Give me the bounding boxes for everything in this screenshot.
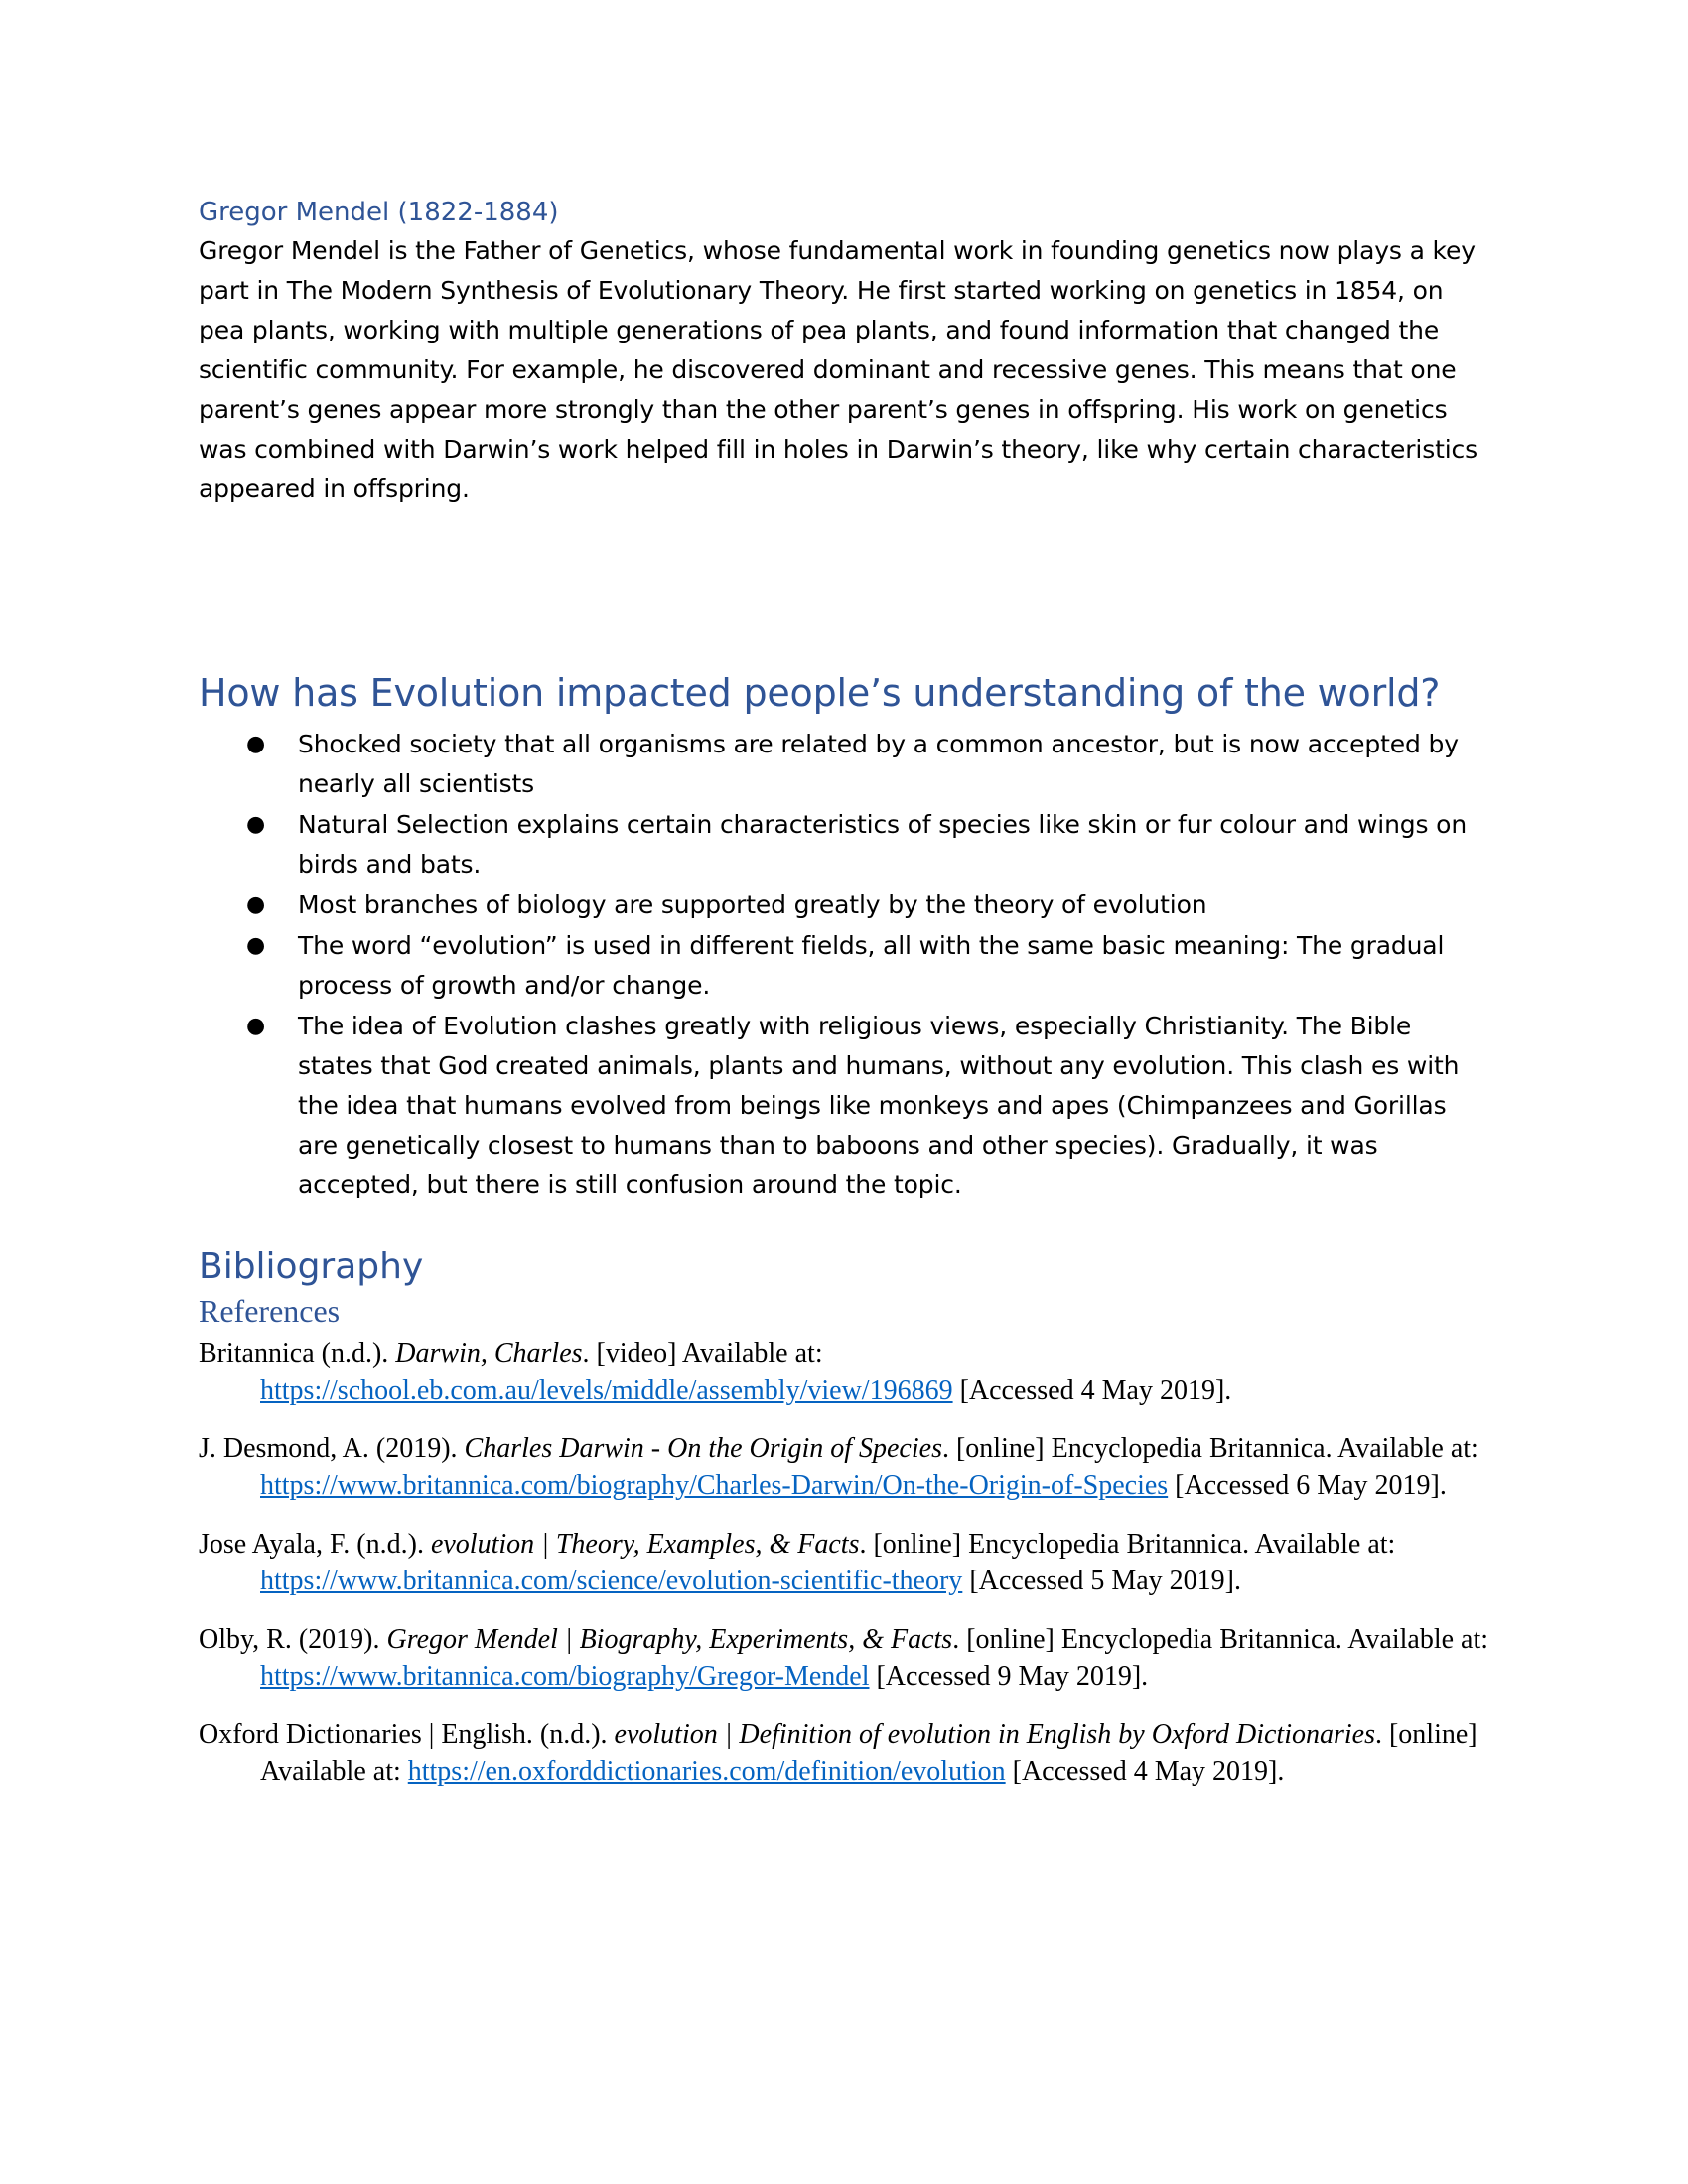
reference-author: Olby, R. (2019). <box>199 1624 387 1655</box>
reference-link[interactable]: https://school.eb.com.au/levels/middle/assembly/view/196869 <box>260 1375 953 1406</box>
list-item <box>199 886 1489 925</box>
bibliography-heading: Bibliography <box>199 1246 424 1287</box>
reference-accessed: [Accessed 9 May 2019]. <box>869 1661 1149 1692</box>
reference-source: . [online] Encyclopedia Britannica. Available at: <box>941 1433 1478 1464</box>
reference-entry <box>199 1621 1489 1695</box>
impact-bullet-list <box>199 725 1489 1205</box>
reference-list <box>199 1335 1489 1790</box>
bullet-icon: ● <box>246 892 266 917</box>
reference-source: . [online] Encyclopedia Britannica. Available at: <box>952 1624 1489 1655</box>
reference-link[interactable]: https://www.britannica.com/science/evolution-scientific-theory <box>260 1566 963 1596</box>
reference-source: . [online] Encyclopedia Britannica. Available at: <box>859 1529 1396 1560</box>
reference-author: J. Desmond, A. (2019). <box>199 1433 465 1464</box>
reference-entry <box>199 1431 1489 1504</box>
spacer <box>199 1206 1489 1242</box>
bullet-text: The word “evolution” is used in different fields, all with the same basic meaning: The gradual process of growth and/or change. <box>298 931 1445 1000</box>
reference-link[interactable]: https://www.britannica.com/biography/Gregor-Mendel <box>260 1661 870 1692</box>
reference-author: Jose Ayala, F. (n.d.). <box>199 1529 431 1560</box>
bullet-icon: ● <box>246 732 266 756</box>
bullet-text: Most branches of biology are supported greatly by the theory of evolution <box>298 890 1207 919</box>
reference-accessed: [Accessed 6 May 2019]. <box>1168 1470 1447 1501</box>
reference-entry <box>199 1335 1489 1409</box>
list-item <box>199 1007 1489 1205</box>
reference-source: . [video] Available at: <box>582 1338 823 1369</box>
reference-title: Gregor Mendel | Biography, Experiments, & Facts <box>386 1624 953 1655</box>
reference-entry <box>199 1716 1489 1790</box>
reference-accessed: [Accessed 5 May 2019]. <box>962 1566 1242 1596</box>
reference-source: . [online] Available at: <box>260 1719 1477 1787</box>
bullet-text: Shocked society that all organisms are related by a common ancestor, but is now accepted by nearly all scientists <box>298 730 1459 798</box>
page-content <box>199 194 1489 1812</box>
reference-entry <box>199 1526 1489 1599</box>
bullet-text: The idea of Evolution clashes greatly with religious views, especially Christianity. The Bible states that God created animals, plants and humans, without any evolution. This clash es with the idea that humans evolved from beings like monkeys and apes (Chimpanzees and Gorillas are genetically closest to humans than to baboons and other species). Gradually, it was accepted, but there is still confusion around the topic. <box>298 1012 1460 1199</box>
impact-heading: How has Evolution impacted people’s understanding of the world? <box>199 671 1441 715</box>
reference-link[interactable]: https://en.oxforddictionaries.com/definition/evolution <box>407 1756 1006 1787</box>
list-item <box>199 805 1489 885</box>
bullet-text: Natural Selection explains certain characteristics of species like skin or fur colour and wings on birds and bats. <box>298 810 1468 879</box>
bullet-icon: ● <box>246 812 266 837</box>
reference-title: evolution | Definition of evolution in English by Oxford Dictionaries <box>614 1719 1375 1750</box>
list-item <box>199 725 1489 804</box>
reference-title: Charles Darwin - On the Origin of Species <box>464 1433 942 1464</box>
reference-author: Oxford Dictionaries | English. (n.d.). <box>199 1719 615 1750</box>
mendel-paragraph: Gregor Mendel is the Father of Genetics, whose fundamental work in founding genetics now plays a key part in The Modern Synthesis of Evolutionary Theory. He first started working on genetics in 1854, on pea plants, working with multiple generations of pea plants, and found information that changed the scientific community. For example, he discovered dominant and recessive genes. This means that one parent’s genes appear more strongly than the other parent’s genes in offspring. His work on genetics was combined with Darwin’s work helped fill in holes in Darwin’s theory, like why certain characteristics appeared in offspring. <box>199 236 1478 503</box>
mendel-heading: Gregor Mendel (1822-1884) <box>199 198 559 227</box>
spacer <box>199 509 1489 667</box>
bullet-icon: ● <box>246 1014 266 1038</box>
reference-accessed: [Accessed 4 May 2019]. <box>952 1375 1232 1406</box>
reference-link[interactable]: https://www.britannica.com/biography/Charles-Darwin/On-the-Origin-of-Species <box>260 1470 1169 1501</box>
reference-title: Darwin, Charles <box>395 1338 583 1369</box>
reference-title: evolution | Theory, Examples, & Facts <box>430 1529 860 1560</box>
bullet-icon: ● <box>246 933 266 958</box>
list-item <box>199 926 1489 1006</box>
reference-accessed: [Accessed 4 May 2019]. <box>1005 1756 1285 1787</box>
references-heading: References <box>199 1294 341 1329</box>
reference-author: Britannica (n.d.). <box>199 1338 396 1369</box>
